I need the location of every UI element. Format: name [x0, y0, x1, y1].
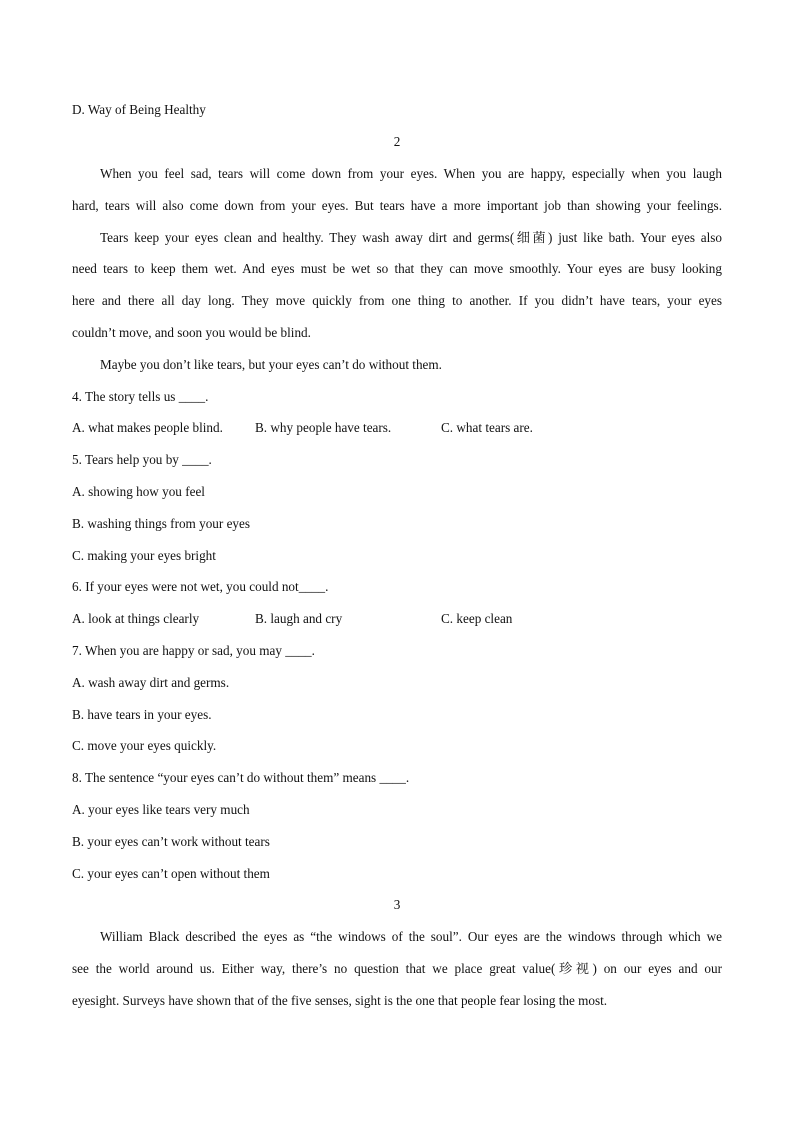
- prev-option-d: D. Way of Being Healthy: [72, 102, 206, 117]
- passage-2-p2-line-2: need tears to keep them wet. And eyes must be wet so that they can move smoothly. Your eyes are busy looking: [72, 261, 722, 276]
- passage-2-p2-line-4: couldn’t move, and soon you would be blind.: [72, 325, 311, 340]
- question-8-option-b: B. your eyes can’t work without tears: [72, 834, 270, 849]
- question-6-stem: 6. If your eyes were not wet, you could not____.: [72, 579, 329, 594]
- question-6-option-a: A. look at things clearly: [72, 611, 200, 626]
- passage-3-number: 3: [393, 897, 401, 912]
- passage-2-number: 2: [393, 134, 401, 149]
- question-5-stem: 5. Tears help you by ____.: [72, 452, 212, 467]
- question-4-stem: 4. The story tells us ____.: [72, 389, 209, 404]
- passage-3-p1-line-3: eyesight. Surveys have shown that of the five senses, sight is the one that people fear losing the most.: [72, 993, 608, 1008]
- question-7-option-c: C. move your eyes quickly.: [72, 738, 217, 753]
- question-5-option-c: C. making your eyes bright: [72, 548, 216, 563]
- question-7-option-b: B. have tears in your eyes.: [72, 707, 212, 722]
- passage-2-p3-line-1: Maybe you don’t like tears, but your eyes can’t do without them.: [100, 357, 442, 372]
- passage-3-p1-line-1: William Black described the eyes as “the windows of the soul”. Our eyes are the windows through which we: [100, 929, 722, 944]
- passage-2-p2-line-1: Tears keep your eyes clean and healthy. They wash away dirt and germs(细菌) just like bath. Your eyes also: [100, 230, 722, 245]
- passage-2-p1-line-2: hard, tears will also come down from your eyes. But tears have a more important job than showing your feelings.: [72, 198, 722, 213]
- question-4-option-c: C. what tears are.: [441, 420, 533, 435]
- question-4-option-a: A. what makes people blind.: [72, 420, 223, 435]
- question-4-option-b: B. why people have tears.: [255, 420, 392, 435]
- question-5-option-b: B. washing things from your eyes: [72, 516, 251, 531]
- question-8-stem: 8. The sentence “your eyes can’t do without them” means ____.: [72, 770, 410, 785]
- question-5-option-a: A. showing how you feel: [72, 484, 205, 499]
- question-6-option-b: B. laugh and cry: [255, 611, 343, 626]
- question-7-stem: 7. When you are happy or sad, you may ____.: [72, 643, 315, 658]
- question-6-option-c: C. keep clean: [441, 611, 513, 626]
- passage-2-p1-line-1: When you feel sad, tears will come down from your eyes. When you are happy, especially when you laugh: [100, 166, 722, 181]
- question-8-option-a: A. your eyes like tears very much: [72, 802, 250, 817]
- passage-2-p2-line-3: here and there all day long. They move quickly from one thing to another. If you didn’t have tears, your eyes: [72, 293, 722, 308]
- passage-3-p1-line-2: see the world around us. Either way, there’s no question that we place great value(珍视) on our eyes and our: [72, 961, 722, 976]
- document-page: [72, 0, 722, 1123]
- question-8-option-c: C. your eyes can’t open without them: [72, 866, 270, 881]
- question-7-option-a: A. wash away dirt and germs.: [72, 675, 230, 690]
